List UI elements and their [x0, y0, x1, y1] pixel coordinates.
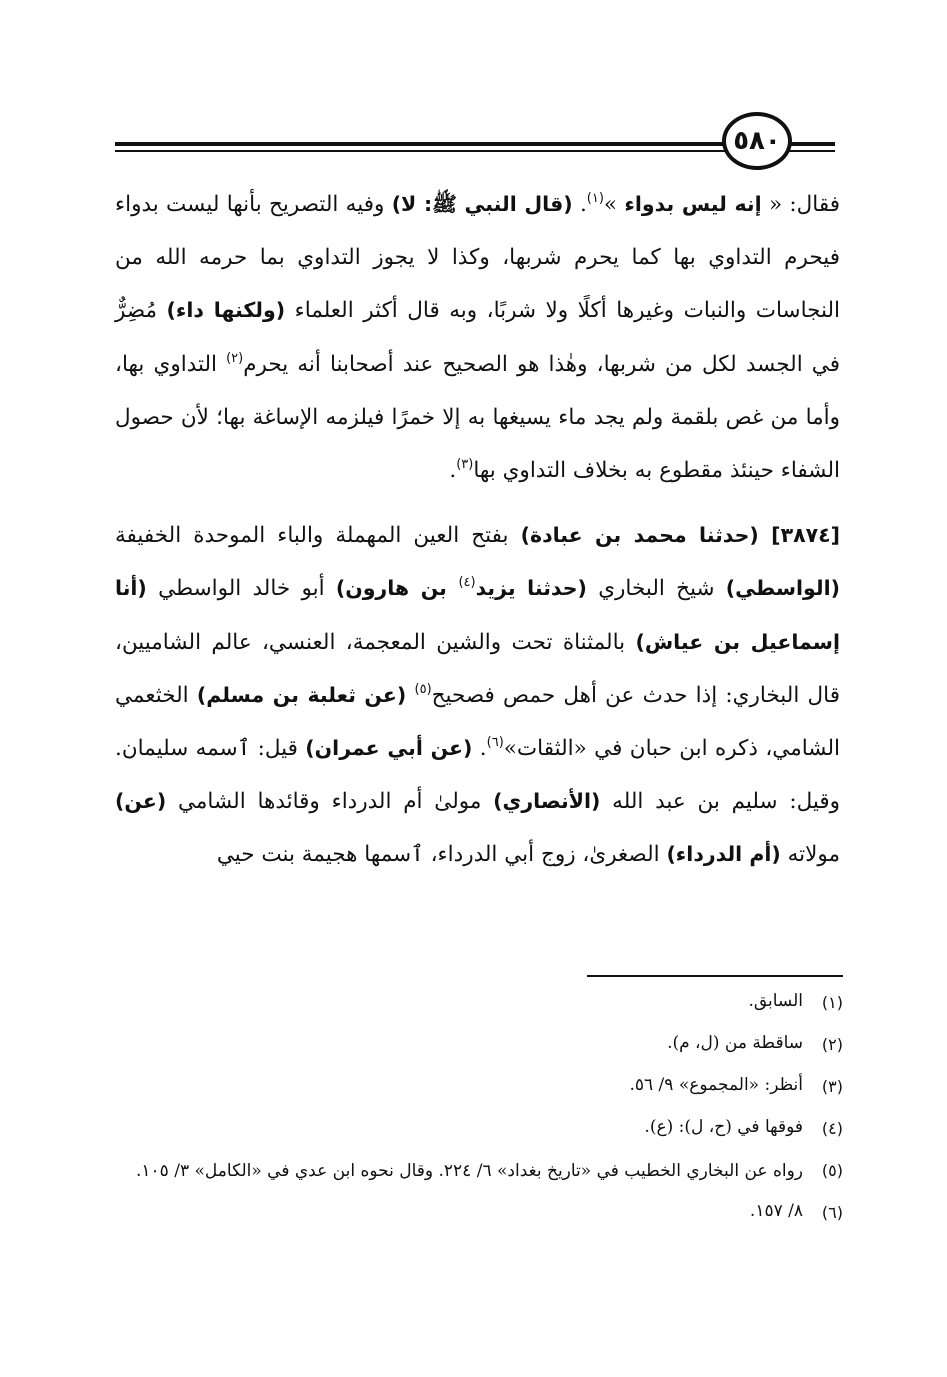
text-run: أبو خالد الواسطي — [146, 576, 336, 602]
paragraph-2 — [115, 509, 840, 881]
footnote-number: (٢) — [821, 1035, 843, 1054]
main-text — [115, 178, 840, 882]
text-run: شيخ البخاري — [586, 576, 726, 602]
text-run: التداوي بها، وأما من غص بلقمة ولم يجد ماء يسيغها به إلا خمرًا فيلزمه الإساغة بها؛ لأن حصول الشفاء حينئذ مقطوع به بخلاف التداوي بها — [115, 351, 840, 484]
footnote-number: (١) — [821, 993, 843, 1012]
bold-run: (أم الدرداء) — [666, 842, 781, 867]
bold-run: (ولكنها داء) — [166, 298, 286, 323]
bold-run: إنه ليس بدواء — [624, 192, 762, 216]
text-run: . — [572, 192, 587, 217]
footnote-text: السابق. — [748, 991, 803, 1011]
bold-run: [٣٨٧٤] (حدثنا محمد بن عبادة) — [520, 523, 840, 548]
text-run: فقال: « — [761, 192, 840, 217]
footnote — [115, 1195, 843, 1231]
text-run — [406, 683, 414, 708]
text-run: بالمثناة تحت والشين المعجمة، العنسي، عالم الشاميين، قال البخاري: إذا حدث عن أهل حمص فصحيح — [115, 629, 840, 708]
footnote-ref[interactable]: (٣) — [456, 457, 474, 473]
page-number-badge — [722, 112, 792, 170]
text-run: » — [603, 192, 625, 217]
footnote — [115, 1027, 843, 1063]
footnote-ref[interactable]: (١) — [586, 191, 604, 206]
footnote — [115, 985, 843, 1021]
text-run: بفتح العين المهملة والباء الموحدة الخفيفة — [115, 523, 521, 549]
footnote-text: رواه عن البخاري الخطيب في «تاريخ بغداد» ٦/ ٢٢٤. وقال نحوه ابن عدي في «الكامل» ٣/ ١٠٥. — [136, 1161, 803, 1181]
footnote-text: ساقطة من (ل، م). — [667, 1033, 803, 1053]
text-run: مولىٰ أم الدرداء وقائدها الشامي — [166, 789, 494, 815]
footnote-ref[interactable]: (٥) — [414, 681, 432, 697]
bold-run: (قال النبي ﷺ: لا) — [391, 192, 573, 216]
footnote-ref[interactable]: (٤) — [458, 575, 476, 591]
bold-run: (عن ثعلبة بن مسلم) — [196, 682, 407, 707]
footnote-separator — [587, 975, 843, 977]
bold-run: (عن أبي عمران) — [305, 736, 473, 761]
text-run: الخثعمي الشامي، ذكره ابن حبان في «الثقات» — [115, 682, 840, 762]
footnote-ref[interactable]: (٢) — [226, 350, 244, 366]
footnote-number: (٣) — [821, 1077, 843, 1096]
footnote — [115, 1069, 843, 1105]
bold-run: بن هارون) — [335, 576, 459, 601]
bold-run: (حدثنا يزيد — [475, 576, 587, 601]
footnote-number: (٦) — [821, 1203, 843, 1222]
text-run: مُضِرٌّ في الجسد لكل من شربها، وهٰذا هو الصحيح عند أصحابنا أنه يحرم — [115, 298, 840, 377]
bold-run: (أنا إسماعيل بن عياش) — [115, 576, 840, 654]
footnote — [115, 1111, 843, 1147]
bold-run: (الأنصاري) — [493, 789, 601, 814]
text-run: الصغرىٰ، زوج أبي الدرداء، ٱسمها هجيمة بنت حيي — [216, 842, 667, 868]
bold-run: (عن) — [115, 789, 167, 814]
footnotes — [115, 985, 843, 1237]
page-number: ٥٨٠ — [733, 126, 781, 156]
bold-run: (الواسطي) — [725, 576, 840, 601]
footnote — [115, 1153, 843, 1189]
paragraph-1 — [115, 178, 840, 497]
text-run: قيل: ٱسمه سليمان. وقيل: سليم بن عبد الله — [115, 736, 841, 815]
footnote-text: ٨/ ١٥٧. — [749, 1201, 803, 1221]
text-run: . — [449, 458, 457, 484]
text-run: مولاته — [780, 842, 840, 868]
footnote-text: أنظر: «المجموع» ٩/ ٥٦. — [629, 1075, 803, 1095]
footnote-number: (٤) — [821, 1119, 843, 1138]
text-run: . — [472, 736, 487, 762]
footnote-text: فوقها في (ح، ل): (ع). — [644, 1117, 803, 1137]
text-run: وفيه التصريح بأنها ليست بدواء فيحرم التداوي بها كما يحرم شربها، وكذا لا يجوز التداوي بما حرمه الله من النجاسات والنبات وغيرها أكلًا ولا شربًا، وبه قال أكثر العلماء — [115, 192, 841, 324]
footnote-number: (٥) — [821, 1161, 843, 1180]
footnote-ref[interactable]: (٦) — [486, 735, 504, 751]
